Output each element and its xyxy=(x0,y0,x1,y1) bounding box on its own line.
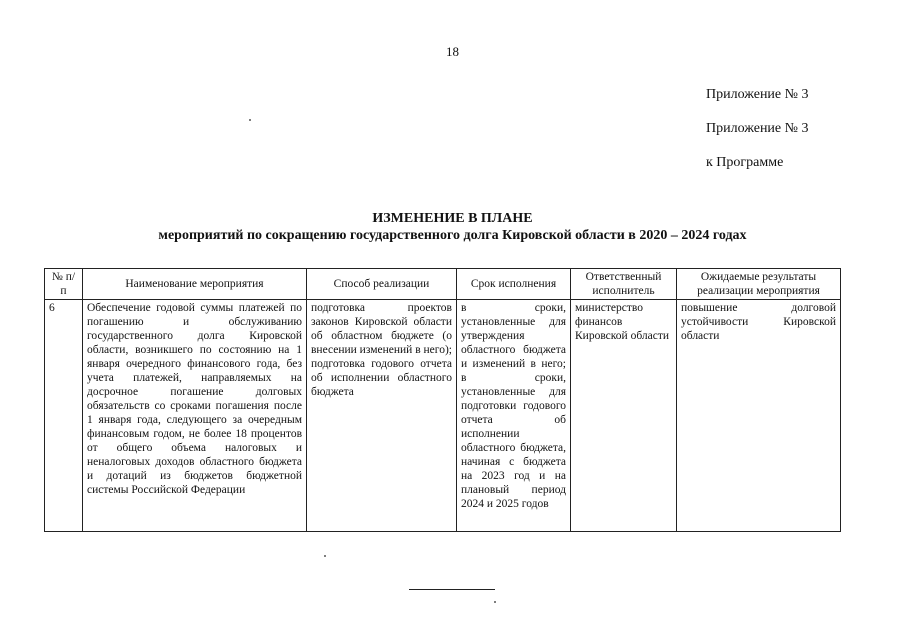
header-result: Ожидаемые результаты реализации мероприятия xyxy=(677,269,841,300)
header-deadline: Срок исполнения xyxy=(457,269,571,300)
header-name: Наименование мероприятия xyxy=(83,269,307,300)
plan-table xyxy=(44,268,841,532)
title-subheading: мероприятий по сокращению государственного долга Кировской области в 2020 – 2024 годах xyxy=(158,228,747,243)
document-title xyxy=(0,210,905,244)
header-method: Способ реализации xyxy=(307,269,457,300)
cell-name: Обеспечение годовой суммы платежей по погашению и обслуживанию государственного долга Кировской области, возникшего по состоянию на 1 января очередного финансового года, без учета платежей, направляемых на досрочное погашение долговых обязательств со сроками погашения после 1 января года, следующего за очередным финансовым годом, не более 18 процентов от общего объема налоговых и неналоговых доходов областного бюджета и дотаций из бюджетов бюджетной системы Российской Федерации xyxy=(83,300,307,532)
appendix-label-repeat: Приложение № 3 xyxy=(706,121,809,136)
appendix-program-ref: к Программе xyxy=(706,155,784,170)
cell-responsible: министерство финансов Кировской области xyxy=(571,300,677,532)
table-header-row xyxy=(45,269,841,300)
cell-number: 6 xyxy=(45,300,83,532)
scan-speck xyxy=(249,119,251,121)
footer-separator-line xyxy=(409,589,495,590)
header-responsible: Ответственный исполнитель xyxy=(571,269,677,300)
cell-deadline: в сроки, установленные для утверждения областного бюджета и изменений в него; в сроки, установленные для подготовки годового отчета об исполнении областного бюджета, начиная с бюджета на 2023 год и на плановый период 2024 и 2025 годов xyxy=(457,300,571,532)
cell-method: подготовка проектов законов Кировской области об областном бюджете (о внесении изменений в него); подготовка годового отчета об исполнении областного бюджета xyxy=(307,300,457,532)
table-row xyxy=(45,300,841,532)
scan-speck xyxy=(494,601,496,603)
appendix-label: Приложение № 3 xyxy=(706,87,809,102)
cell-result: повышение долговой устойчивости Кировской области xyxy=(677,300,841,532)
scan-speck xyxy=(324,555,326,557)
header-number: № п/п xyxy=(45,269,83,300)
title-heading: ИЗМЕНЕНИЕ В ПЛАНЕ xyxy=(372,211,533,226)
page-number: 18 xyxy=(446,44,459,59)
